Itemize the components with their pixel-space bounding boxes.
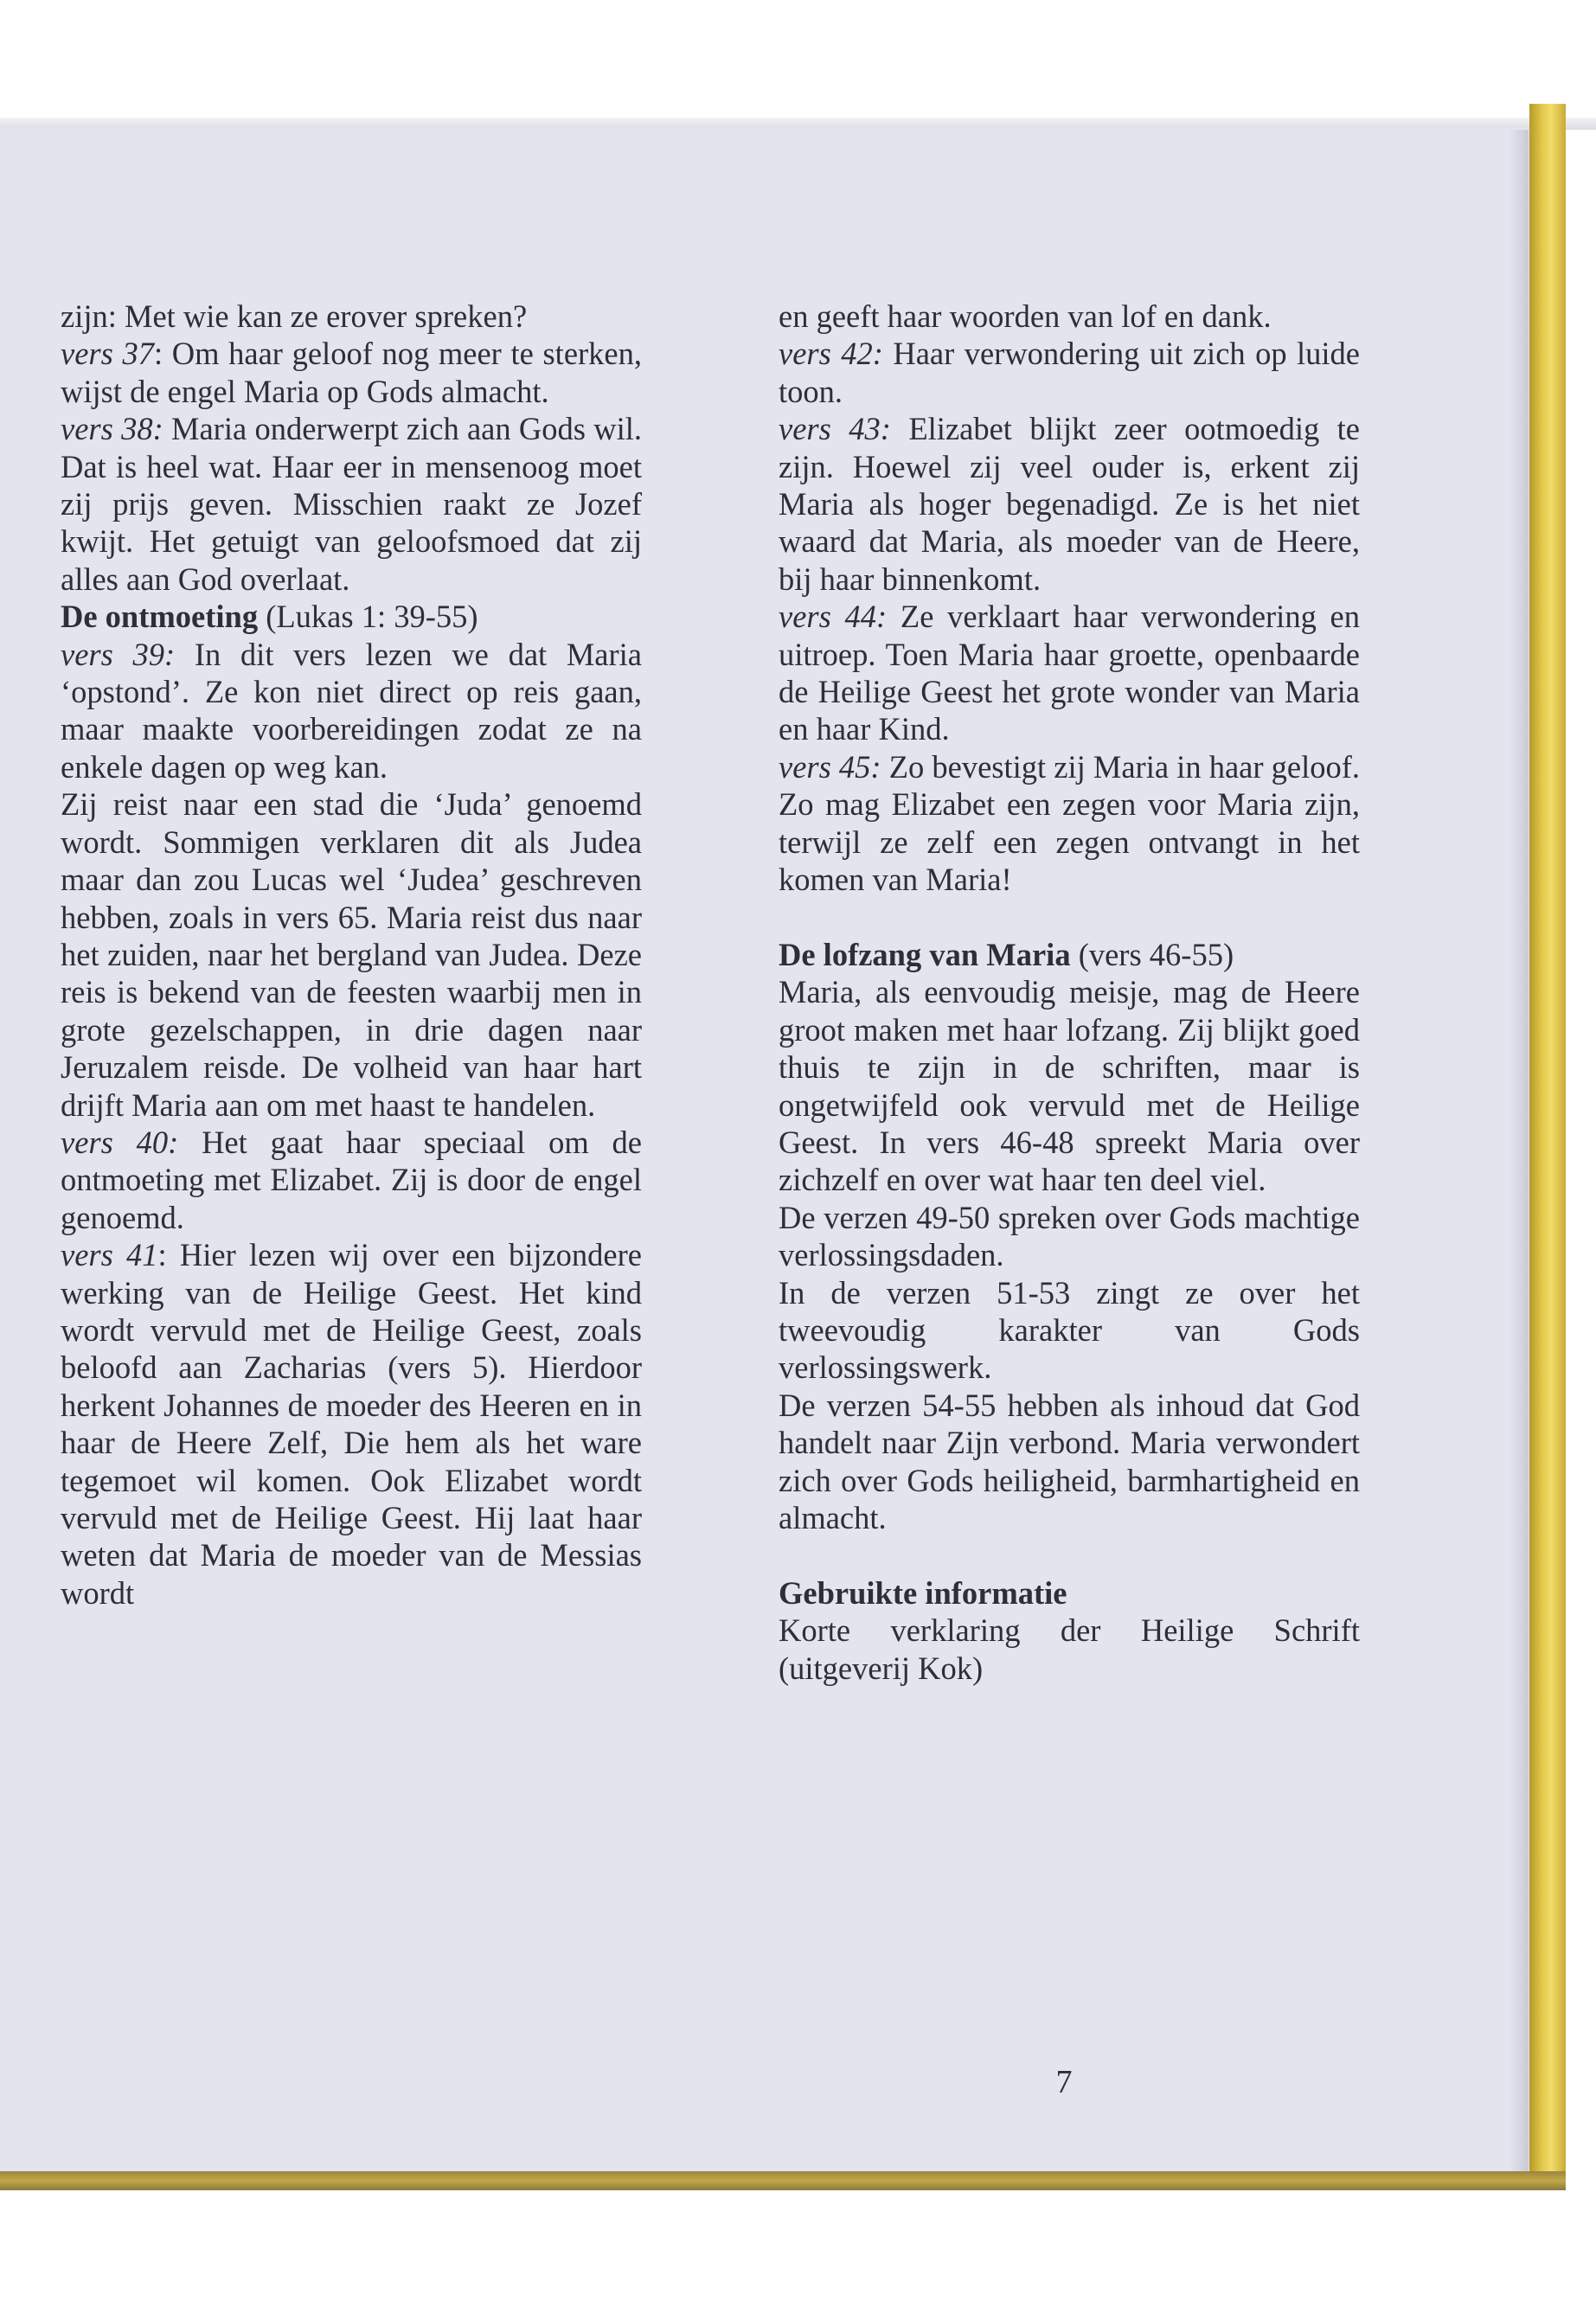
verse-paragraph — [61, 1236, 642, 1612]
heading-title: De lofzang van Maria — [779, 936, 1071, 972]
verse-paragraph — [61, 636, 642, 786]
verse-label: vers 37 — [61, 336, 154, 372]
verse-label: vers 40: — [61, 1124, 179, 1160]
verse-text: : Hier lezen wij over een bijzondere werking van de Heilige Geest. Het kind wordt vervuld met de Heilige Geest, zoals beloofd aan Zacharias (vers 5). Hierdoor herkent Johannes de moeder des Heeren en in haar de Heere Zelf, Die hem als het ware tegemoet wil komen. Ook Elizabet wordt vervuld met de Heilige Geest. Hij laat haar weten dat Maria de moeder van de Messias wordt — [61, 1237, 642, 1611]
verse-paragraph — [779, 335, 1360, 410]
verse-text: Zo bevestigt zij Maria in haar geloof. Zo mag Elizabet een zegen voor Maria zijn, terwijl ze zelf een zegen ontvangt in het komen van Maria! — [779, 748, 1360, 898]
verse-text: Het gaat haar speciaal om de ontmoeting met Elizabet. Zij is door de engel genoemd. — [61, 1124, 642, 1235]
right-column — [779, 298, 1360, 1687]
sources-heading: Gebruikte informatie — [779, 1574, 1067, 1611]
paragraph: De verzen 54-55 hebben als inhoud dat God handelt naar Zijn verbond. Maria verwondert zich over Gods heiligheid, barmhartigheid en almacht. — [779, 1387, 1360, 1535]
left-column — [61, 298, 642, 1612]
verse-paragraph — [61, 410, 642, 598]
verse-label: vers 44: — [779, 599, 888, 635]
verse-label: vers 41 — [61, 1237, 158, 1273]
verse-paragraph — [779, 410, 1360, 598]
spacer — [779, 899, 1360, 936]
section-heading — [779, 936, 1360, 973]
verse-text: Maria onderwerpt zich aan Gods wil. Dat is heel wat. Haar eer in mensenoog moet zij prijs geven. Misschien raakt ze Jozef kwijt. Het getuigt van geloofsmoed dat zij alles aan God overlaat. — [61, 411, 643, 597]
page-shadow — [1509, 130, 1529, 2176]
paragraph: Maria, als eenvoudig meisje, mag de Heere groot maken met haar lofzang. Zij blijkt goed thuis te zijn in de schriften, maar is ongetwijfeld ook vervuld met de Heilige Geest. In vers 46-48 spreekt Maria over zichzelf en over wat haar ten deel viel. — [779, 974, 1360, 1198]
verse-text: In dit vers lezen we dat Maria ‘opstond’. Ze kon niet direct op reis gaan, maar maakte voorbereidingen zodat ze na enkele dagen op weg kan. — [61, 636, 642, 785]
paragraph: De verzen 49-50 spreken over Gods machtige verlossingsdaden. — [779, 1199, 1360, 1273]
verse-label: vers 45: — [779, 748, 881, 785]
paragraph: en geeft haar woorden van lof en dank. — [779, 298, 1272, 334]
verse-text: Elizabet blijkt zeer ootmoedig te zijn. Hoewel zij veel ouder is, erkent zij Maria als hoger begenadigd. Ze is het niet waard dat Maria, als moeder van de Heere, bij haar binnenkomt. — [779, 411, 1361, 597]
heading-reference: (vers 46-55) — [1070, 936, 1234, 972]
verse-text: Ze verklaart haar verwondering en uitroep. Toen Maria haar groette, openbaarde de Heilige Geest het grote wonder van Maria en haar Kind. — [779, 599, 1361, 747]
paragraph: In de verzen 51-53 zingt ze over het tweevoudig karakter van Gods verlossingswerk. — [779, 1274, 1360, 1386]
spacer — [779, 1536, 1360, 1574]
section-heading — [61, 598, 642, 635]
verse-text: : Om haar geloof nog meer te sterken, wijst de engel Maria op Gods almacht. — [61, 336, 643, 409]
heading-title: De ontmoeting — [61, 599, 259, 635]
verse-label: vers 39: — [61, 636, 176, 672]
verse-paragraph — [779, 598, 1360, 748]
sources-text: Korte verklaring der Heilige Schrift (uitgeverij Kok) — [779, 1612, 1360, 1686]
verse-paragraph — [61, 1124, 642, 1236]
book-cover-edge — [1529, 104, 1566, 2180]
book-bottom-edge — [0, 2171, 1566, 2190]
verse-paragraph — [779, 748, 1360, 899]
verse-paragraph — [61, 335, 642, 410]
heading-reference: (Lukas 1: 39-55) — [258, 599, 478, 635]
page-number: 7 — [1055, 2064, 1073, 2100]
paragraph: zijn: Met wie kan ze erover spreken? — [61, 298, 528, 334]
verse-label: vers 38: — [61, 411, 163, 447]
verse-label: vers 43: — [779, 411, 891, 447]
verse-text: Haar verwondering uit zich op luide toon. — [779, 336, 1361, 409]
verse-label: vers 42: — [779, 336, 883, 372]
paragraph: Zij reist naar een stad die ‘Juda’ genoemd wordt. Sommigen verklaren dit als Judea maar dan zou Lucas wel ‘Judea’ geschreven hebben, zoals in vers 65. Maria reist dus naar het zuiden, naar het bergland van Judea. Deze reis is bekend van de feesten waarbij men in grote gezelschappen, in drie dagen naar Jeruzalem reisde. De volheid van haar hart drijft Maria aan om met haast te handelen. — [61, 786, 642, 1123]
